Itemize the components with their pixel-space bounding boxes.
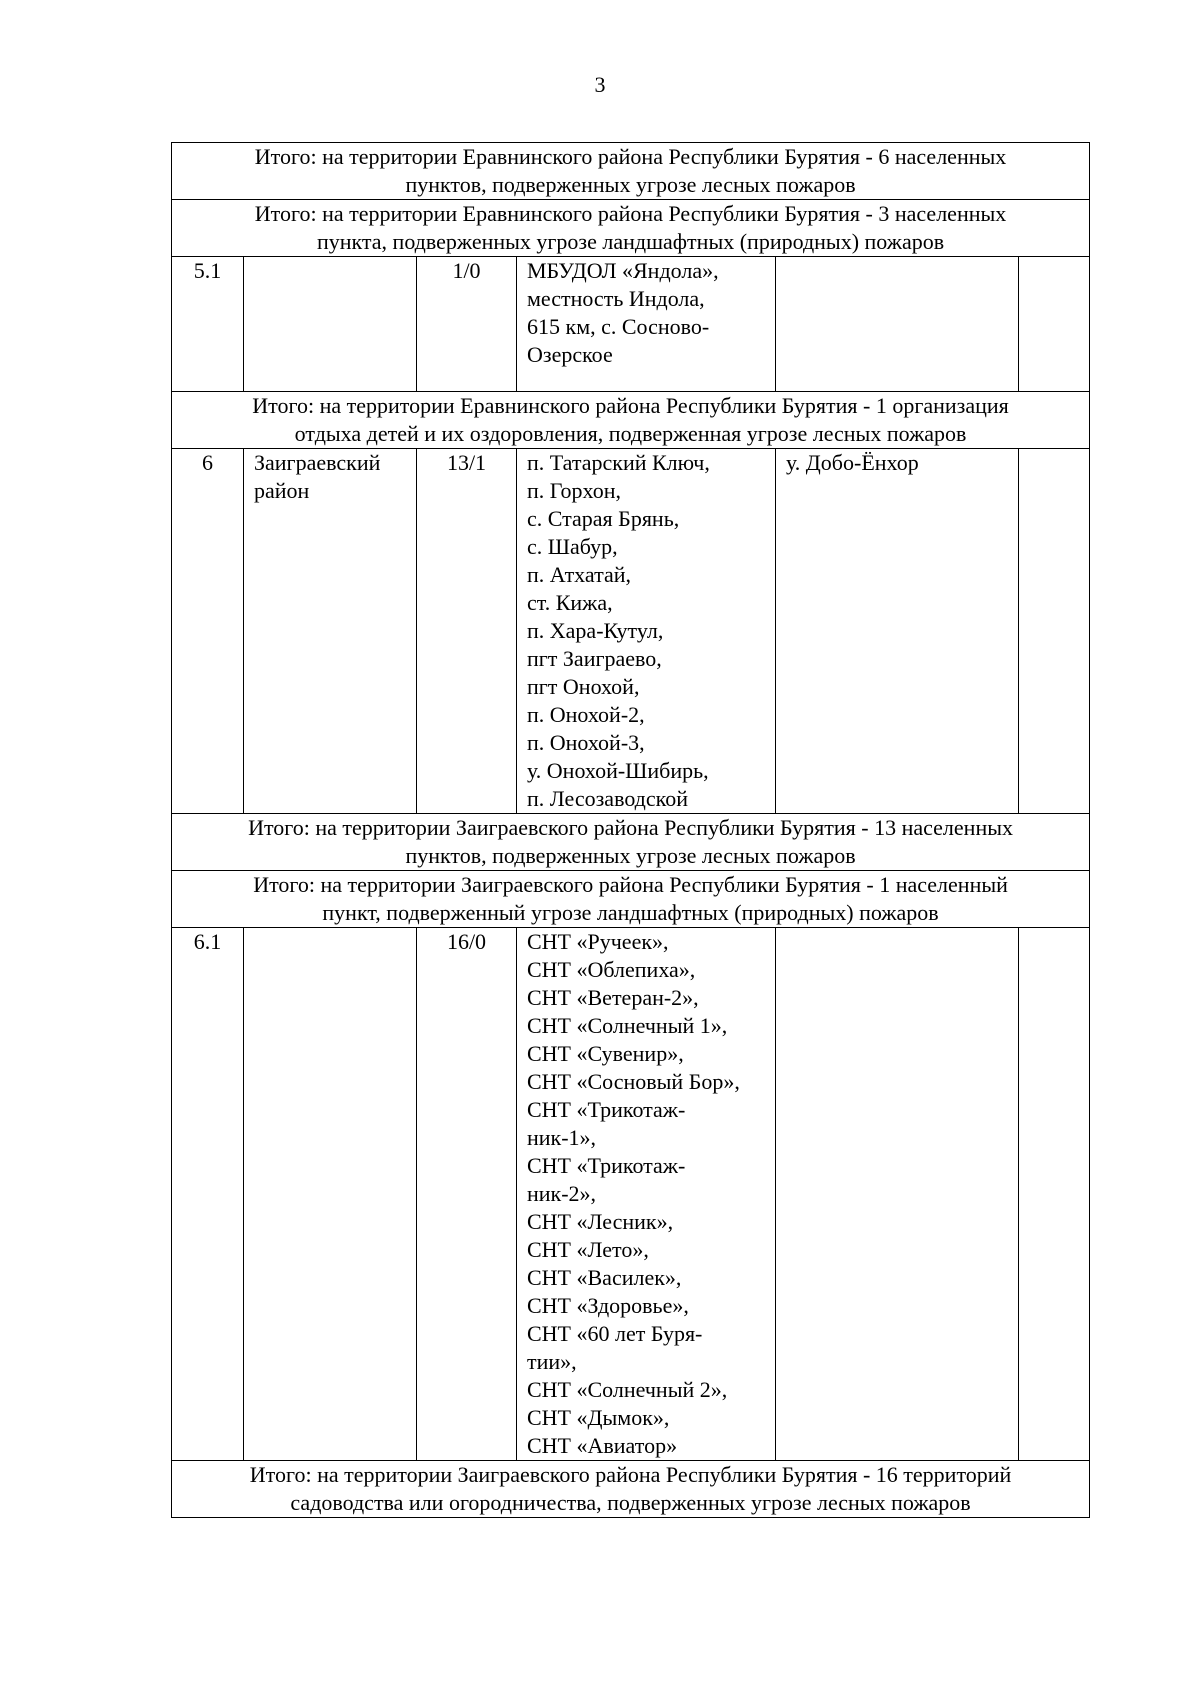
place-item: ник-2», [527, 1181, 597, 1206]
place-item: п. Татарский Ключ, [527, 450, 710, 475]
place-item: пгт Заиграево, [527, 646, 662, 671]
summary-row [172, 814, 1090, 871]
extra-places-cell [776, 928, 1019, 1461]
place-item: СНТ «60 лет Буря- [527, 1321, 703, 1346]
summary-row [172, 392, 1090, 449]
district-cell [244, 928, 417, 1461]
place-item: 615 км, с. Сосново- [527, 314, 710, 339]
extra-places-cell [776, 257, 1019, 392]
place-item: СНТ «Дымок», [527, 1405, 670, 1430]
summary-line: отдыха детей и их оздоровления, подверженная угрозе лесных пожаров [294, 421, 967, 446]
summary-cell [172, 200, 1090, 257]
count-cell: 13/1 [417, 449, 517, 814]
place-item: п. Атхатай, [527, 562, 632, 587]
place-item: с. Старая Брянь, [527, 506, 680, 531]
district-line: район [254, 478, 310, 503]
summary-line: Итого: на территории Заиграевского района Республики Бурятия - 1 населенный [253, 872, 1008, 897]
place-item: с. Шабур, [527, 534, 618, 559]
places-cell [517, 449, 776, 814]
extra-places-cell: у. Добо-Ёнхор [776, 449, 1019, 814]
place-item: СНТ «Солнечный 1», [527, 1013, 728, 1038]
summary-line: садоводства или огородничества, подверженных угрозе лесных пожаров [290, 1490, 971, 1515]
summary-line: пункт, подверженный угрозе ландшафтных (природных) пожаров [322, 900, 939, 925]
summary-line: Итого: на территории Еравнинского района Республики Бурятия - 1 организация [252, 393, 1009, 418]
place-item: СНТ «Солнечный 2», [527, 1377, 728, 1402]
place-item: СНТ «Лето», [527, 1237, 649, 1262]
place-item: ник-1», [527, 1125, 597, 1150]
place-item: тии», [527, 1349, 577, 1374]
row-number: 6 [172, 449, 244, 814]
district-cell [244, 257, 417, 392]
summary-line: пунктов, подверженных угрозе лесных пожаров [405, 172, 856, 197]
place-item: п. Лесозаводской [527, 786, 688, 811]
table-row [172, 928, 1090, 1461]
summary-line: Итого: на территории Заиграевского района Республики Бурятия - 13 населенных [248, 815, 1013, 840]
place-item: п. Онохой-3, [527, 730, 645, 755]
summary-cell [172, 814, 1090, 871]
summary-row [172, 871, 1090, 928]
place-item: пгт Онохой, [527, 674, 640, 699]
settlements-table [171, 142, 1090, 1518]
place-item: СНТ «Здоровье», [527, 1293, 689, 1318]
place-item: Озерское [527, 342, 613, 367]
summary-row [172, 200, 1090, 257]
row-number: 6.1 [172, 928, 244, 1461]
place-item: ст. Кижа, [527, 590, 613, 615]
empty-cell [1019, 257, 1090, 392]
empty-cell [1019, 449, 1090, 814]
summary-row [172, 1461, 1090, 1518]
place-item: СНТ «Сосновый Бор», [527, 1069, 740, 1094]
place-item: СНТ «Ручеек», [527, 929, 669, 954]
page-number: 3 [594, 72, 606, 97]
place-item: МБУДОЛ «Яндола», [527, 258, 719, 283]
summary-row [172, 143, 1090, 200]
place-item: СНТ «Облепиха», [527, 957, 696, 982]
summary-line: Итого: на территории Еравнинского района Республики Бурятия - 3 населенных [254, 201, 1007, 226]
place-item: п. Горхон, [527, 478, 621, 503]
place-item: СНТ «Сувенир», [527, 1041, 684, 1066]
place-item: местность Индола, [527, 286, 705, 311]
row-number: 5.1 [172, 257, 244, 392]
district-line: Заиграевский [254, 450, 381, 475]
place-item: у. Онохой-Шибирь, [527, 758, 709, 783]
table-row [172, 449, 1090, 814]
place-item: СНТ «Трикотаж- [527, 1097, 686, 1122]
place-item: СНТ «Ветеран-2», [527, 985, 699, 1010]
empty-cell [1019, 928, 1090, 1461]
district-cell [244, 449, 417, 814]
places-cell [517, 928, 776, 1461]
summary-line: Итого: на территории Заиграевского района Республики Бурятия - 16 территорий [249, 1462, 1012, 1487]
summary-cell [172, 392, 1090, 449]
summary-cell [172, 143, 1090, 200]
place-item: п. Хара-Кутул, [527, 618, 664, 643]
place-item: СНТ «Авиатор» [527, 1433, 678, 1458]
count-cell: 1/0 [417, 257, 517, 392]
place-item: СНТ «Трикотаж- [527, 1153, 686, 1178]
place-item: СНТ «Василек», [527, 1265, 682, 1290]
place-item: п. Онохой-2, [527, 702, 645, 727]
summary-line: пунктов, подверженных угрозе лесных пожаров [405, 843, 856, 868]
place-item: СНТ «Лесник», [527, 1209, 674, 1234]
count-cell: 16/0 [417, 928, 517, 1461]
summary-line: пункта, подверженных угрозе ландшафтных (природных) пожаров [316, 229, 945, 254]
summary-cell [172, 871, 1090, 928]
table-row [172, 257, 1090, 392]
summary-cell [172, 1461, 1090, 1518]
summary-line: Итого: на территории Еравнинского района Республики Бурятия - 6 населенных [254, 144, 1007, 169]
places-cell [517, 257, 776, 392]
